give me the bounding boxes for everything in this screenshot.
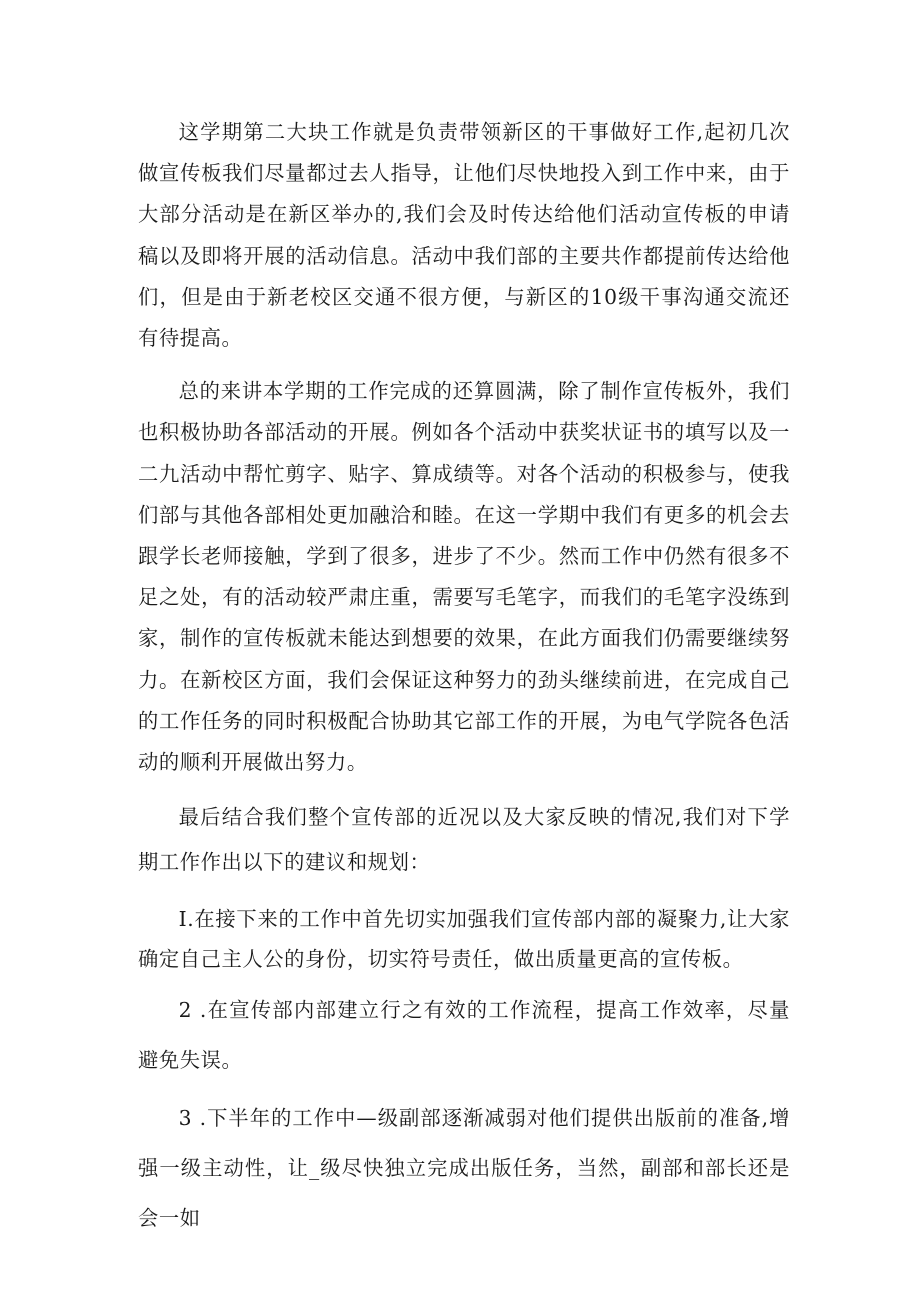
paragraph-new-campus-work: 这学期第二大块工作就是负责带领新区的干事做好工作,起初几次做宣传板我们尽量都过去人指导，让他们尽快地投入到工作中来，由于大部分活动是在新区举办的,我们会及时传达给他们活动宣传板的申请稿以及即将开展的活动信息。活动中我们部的主要共作都提前传达给他们，但是由于新老校区交通不很方便，与新区的10级干事沟通交流还有待提高。	[138, 120, 790, 351]
list-item-3: 3 .下半年的工作中—级副部逐渐减弱对他们提供出版前的准备,增强一级主动性，让_级尽快独立完成出版任务，当然，副部和部长还是会一如	[138, 1106, 790, 1231]
paragraph-next-semester-intro: 最后结合我们整个宣传部的近况以及大家反映的情况,我们对下学期工作作出以下的建议和规划：	[138, 805, 790, 875]
list-item-1: I.在接下来的工作中首先切实加强我们宣传部内部的凝聚力,让大家确定自己主人公的身份，切实符号责任，做出质量更高的宣传板。	[138, 907, 790, 972]
list-item-2: 2 .在宣传部内部建立行之有效的工作流程，提高工作效率，尽量避免失误。	[138, 998, 790, 1073]
document-page	[138, 112, 790, 1243]
paragraph-semester-summary: 总的来讲本学期的工作完成的还算圆满，除了制作宣传板外，我们也积极协助各部活动的开展。例如各个活动中获奖状证书的填写以及一二九活动中帮忙剪字、贴字、算成绩等。对各个活动的积极参与，使我们部与其他各部相处更加融洽和睦。在这一学期中我们有更多的机会去跟学长老师接触，学到了很多，进步了不少。然而工作中仍然有很多不足之处，有的活动较严肃庄重，需要写毛笔字，而我们的毛笔字没练到家，制作的宣传板就未能达到想要的效果，在此方面我们仍需要继续努力。在新校区方面，我们会保证这种努力的劲头继续前进，在完成自己的工作任务的同时积极配合协助其它部工作的开展，为电气学院各色活动的顺利开展做出努力。	[138, 379, 790, 775]
